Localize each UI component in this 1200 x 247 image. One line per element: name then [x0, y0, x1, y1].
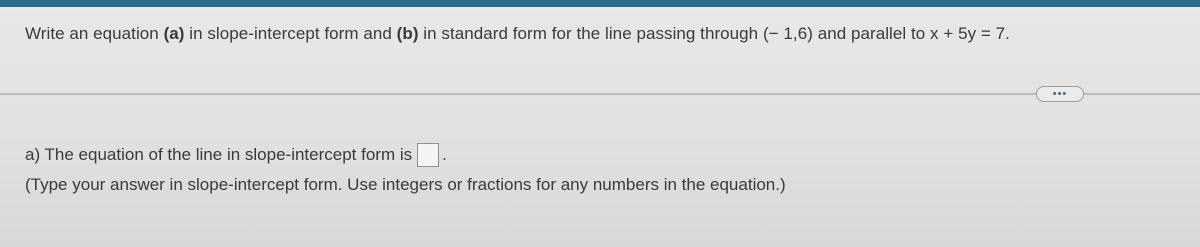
part-a-label: (a): [163, 24, 185, 43]
question-part-a-text: in slope-intercept form and: [184, 24, 397, 43]
top-bar: [0, 0, 1200, 7]
answer-a-line: [25, 143, 447, 167]
question-intro: Write an equation: [25, 24, 164, 43]
answer-a-period: .: [442, 145, 447, 164]
more-options-button[interactable]: [1036, 86, 1084, 102]
answer-a-label: a) The equation of the line in slope-intercept form is: [25, 145, 413, 164]
question-part-b-text: in standard form for the line passing through (− 1,6) and parallel to x + 5y = 7.: [418, 24, 1010, 43]
answer-a-input[interactable]: [417, 143, 439, 167]
ellipsis-icon: •••: [1052, 87, 1068, 100]
answer-hint: (Type your answer in slope-intercept form. Use integers or fractions for any numbers in the equation.): [25, 175, 786, 194]
question-text: [25, 24, 1010, 44]
part-b-label: (b): [396, 24, 419, 43]
section-divider: [0, 93, 1200, 95]
